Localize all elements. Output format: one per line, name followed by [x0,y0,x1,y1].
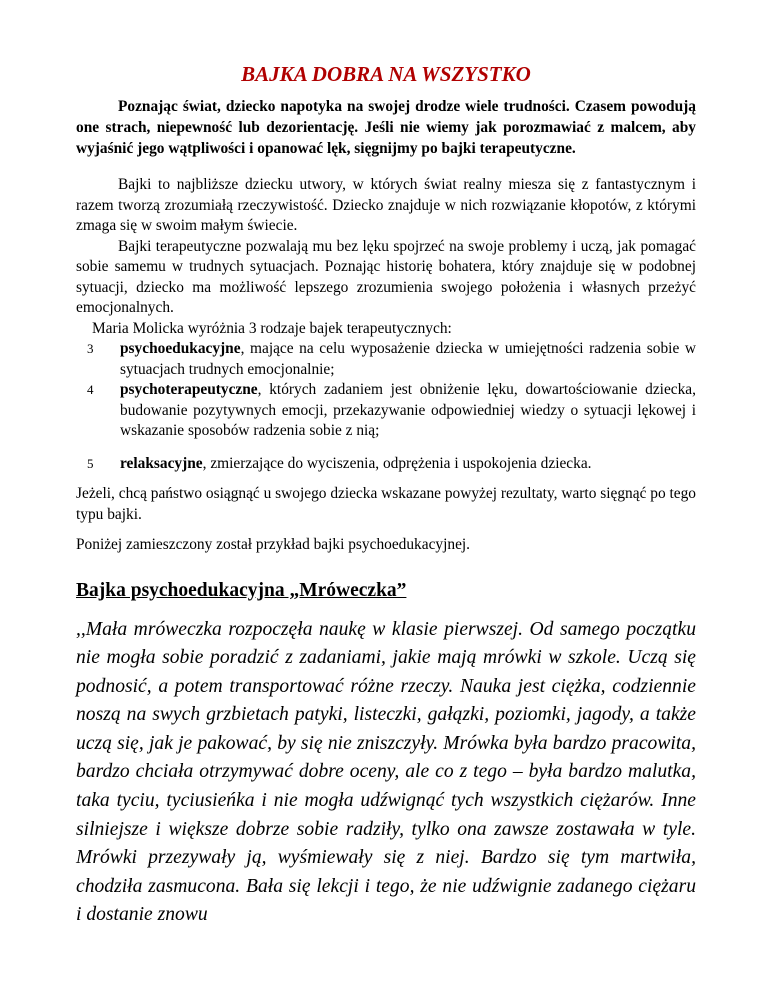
types-intro: Maria Molicka wyróżnia 3 rodzaje bajek terapeutycznych: [92,319,452,337]
list-description: , których zadaniem jest obniżenie lęku, dowartościowanie dziecka, budowanie pozytywnych emocji, przekazywanie odpowiedniej wiedzy o sytuacji lękowej i wskazanie sposobów radzenia sobie z nią; [120,381,696,439]
list-description: , zmierzające do wyciszenia, odprężenia i uspokojenia dziecka. [202,454,592,472]
list-number: 5 [87,455,94,471]
list-item [76,454,696,475]
list-description: , mające na celu wyposażenie dziecka w umiejętności radzenia sobie w sytuacjach trudnych emocjonalnie; [120,340,696,378]
document-page [76,60,696,930]
list-term: relaksacyjne [120,454,203,472]
document-title: BAJKA DOBRA NA WSZYSTKO [241,62,531,86]
story-heading: Bajka psychoedukacyjna „Mróweczka” [76,579,407,601]
list-term: psychoedukacyjne [120,340,241,357]
list-item [76,380,696,442]
list-item [76,339,696,380]
list-number: 4 [87,382,94,397]
list-number: 3 [87,341,94,356]
body-paragraph-2: Bajki terapeutyczne pozwalają mu bez lęku spojrzeć na swoje problemy i uczą, jak pomagać sobie samemu w trudnych sytuacjach. Poznając historię bohatera, który znajduje się w podobnej sytuacji, dziecko ma możliwość lepszego zrozumienia swojego położenia i własnych przeżyć emocjonalnych. [76,237,696,316]
therapy-types-list [76,339,696,474]
list-term: psychoterapeutyczne [120,381,258,398]
example-intro: Poniżej zamieszczony został przykład bajki psychoedukacyjnej. [76,536,471,553]
story-text: ,,Mała mróweczka rozpoczęła naukę w klasie pierwszej. Od samego początku nie mogła sobie poradzić z zadaniami, jakie mają mrówki w szkole. Uczą się podnosić, a potem transportować różne rzeczy. Nauka jest ciężka, codziennie noszą na swych grzbietach patyki, listeczki, gałązki, poziomki, jagody, a także uczą się, jak je pakować, by się nie zniszczyły. Mrówka była bardzo pracowita, bardzo chciała otrzymywać dobre oceny, ale co z tego – była bardzo malutka, taka tyciu, tyciusieńka i nie mogła udźwignąć tych wszystkich ciężarów. Inne silniejsze i większe dobrze sobie radziły, tylko ona zawsze zostawała w tyle. Mrówki przezywały ją, wyśmiewały się z niej. Bardzo się tym martwiła, chodziła zasmucona. Bała się lekcji i tego, że nie udźwignie zadanego ciężaru i dostanie znowu [76,618,696,926]
body-paragraph-1: Bajki to najbliższe dziecku utwory, w których świat realny miesza się z fantastycznym i razem tworzą zrozumiałą rzeczywistość. Dziecko znajduje w nich rozwiązanie kłopotów, z którymi zmaga się w swoim małym świecie. [76,176,696,234]
intro-paragraph: Poznając świat, dziecko napotyka na swojej drodze wiele trudności. Czasem powodują one strach, niepewność lub dezorientację. Jeśli nie wiemy jak porozmawiać z malcem, aby wyjaśnić jego wątpliwości i opanować lęk, sięgnijmy po bajki terapeutyczne. [76,98,696,157]
note-paragraph: Jeżeli, chcą państwo osiągnąć u swojego dziecka wskazane powyżej rezultaty, warto sięgnąć po tego typu bajki. [76,485,696,523]
